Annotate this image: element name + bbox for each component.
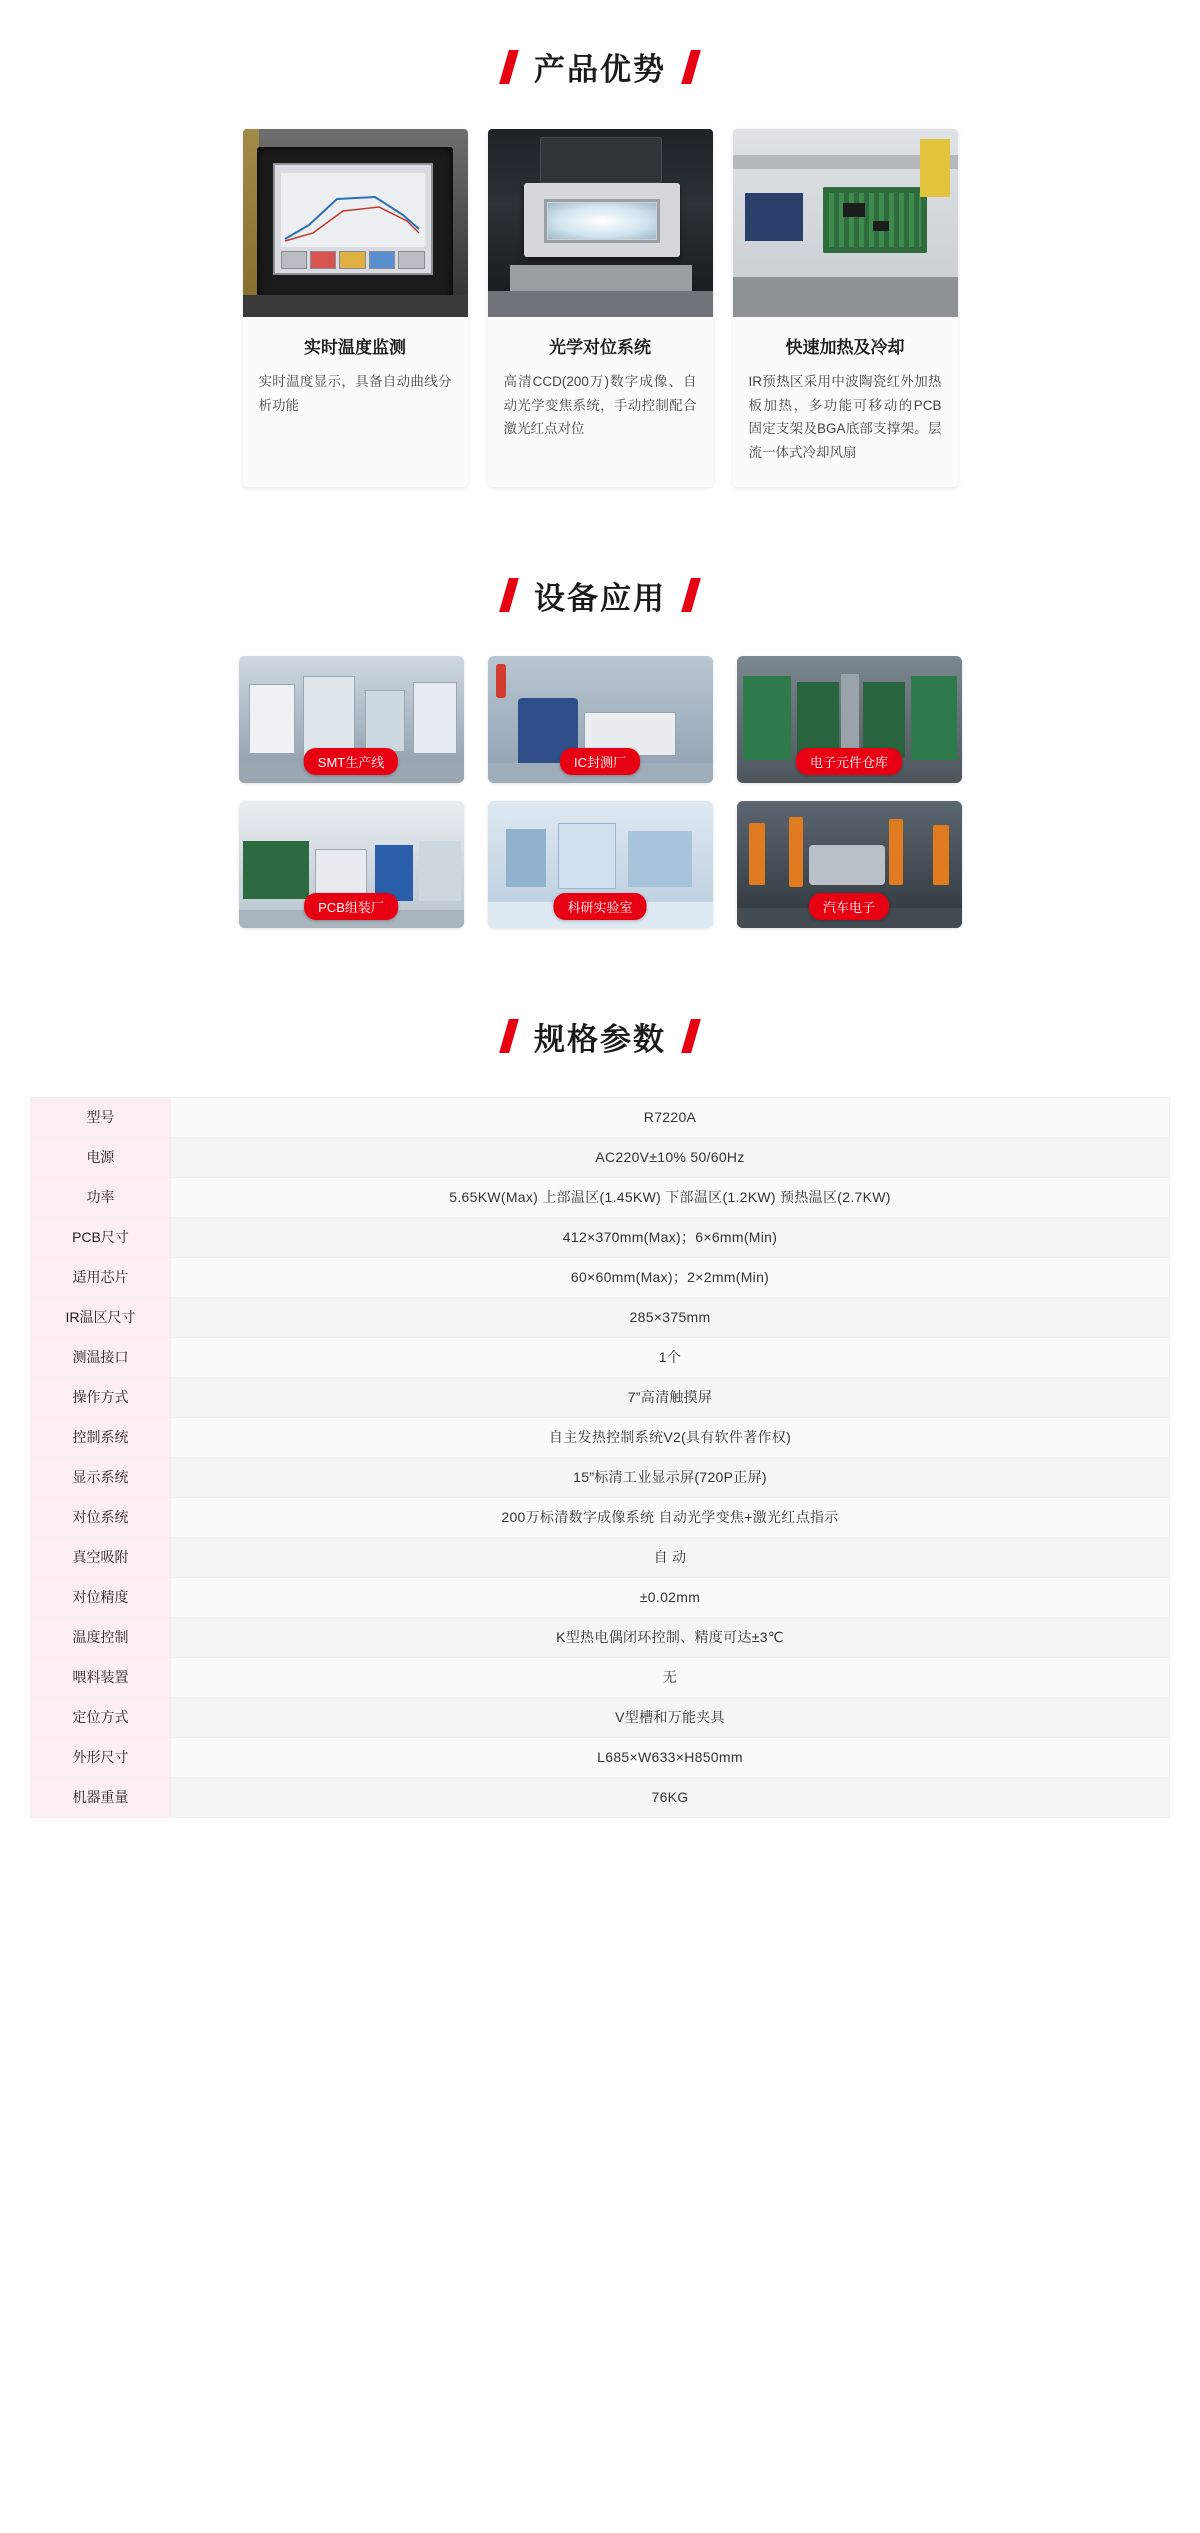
spec-value-cell: 5.65KW(Max) 上部温区(1.45KW) 下部温区(1.2KW) 预热温区(2.7KW) xyxy=(171,1177,1170,1217)
spec-value-cell: 自 动 xyxy=(171,1537,1170,1577)
spec-key-cell: 机器重量 xyxy=(31,1777,171,1817)
advantage-card-desc: 高清CCD(200万)数字成像、自动光学变焦系统，手动控制配合激光红点对位 xyxy=(503,374,697,437)
slash-accent-right-icon xyxy=(681,1019,701,1053)
spec-key-cell: 功率 xyxy=(31,1177,171,1217)
table-row xyxy=(31,1497,1170,1537)
table-row xyxy=(31,1577,1170,1617)
spec-key-cell: 适用芯片 xyxy=(31,1257,171,1297)
spec-value-cell: 15”标清工业显示屏(720P正屏) xyxy=(171,1457,1170,1497)
bottom-spacer xyxy=(0,1818,1200,1862)
table-row xyxy=(31,1377,1170,1417)
table-row xyxy=(31,1777,1170,1817)
table-row xyxy=(31,1297,1170,1337)
rapid-heating-cooling-photo xyxy=(733,129,958,317)
spec-value-cell: L685×W633×H850mm xyxy=(171,1737,1170,1777)
table-row xyxy=(31,1177,1170,1217)
specs-table-wrapper xyxy=(30,1097,1170,1818)
table-row xyxy=(31,1217,1170,1257)
spec-key-cell: 操作方式 xyxy=(31,1377,171,1417)
application-label: IC封测厂 xyxy=(560,748,640,775)
advantages-heading xyxy=(0,44,1200,89)
spec-key-cell: 定位方式 xyxy=(31,1697,171,1737)
spec-key-cell: 真空吸附 xyxy=(31,1537,171,1577)
spec-value-cell: K型热电偶闭环控制、精度可达±3℃ xyxy=(171,1617,1170,1657)
specs-table xyxy=(30,1097,1170,1818)
optical-alignment-system-photo xyxy=(488,129,713,317)
advantage-card-title: 实时温度监测 xyxy=(304,338,406,357)
applications-section xyxy=(0,573,1200,928)
advantages-title: 产品优势 xyxy=(534,52,666,87)
spec-value-cell: R7220A xyxy=(171,1097,1170,1137)
table-row xyxy=(31,1257,1170,1297)
slash-accent-right-icon xyxy=(681,578,701,612)
spec-key-cell: 对位精度 xyxy=(31,1577,171,1617)
spec-value-cell: ±0.02mm xyxy=(171,1577,1170,1617)
spec-value-cell: 无 xyxy=(171,1657,1170,1697)
application-card xyxy=(488,801,713,928)
table-row xyxy=(31,1657,1170,1697)
spec-key-cell: 显示系统 xyxy=(31,1457,171,1497)
application-label: 电子元件仓库 xyxy=(796,748,902,775)
application-card xyxy=(488,656,713,783)
spec-value-cell: 自主发热控制系统V2(具有软件著作权) xyxy=(171,1417,1170,1457)
temperature-curve-icon xyxy=(283,185,421,243)
spec-value-cell: 76KG xyxy=(171,1777,1170,1817)
table-row xyxy=(31,1097,1170,1137)
table-row xyxy=(31,1137,1170,1177)
spec-value-cell: 7”高清触摸屏 xyxy=(171,1377,1170,1417)
advantage-card-title: 光学对位系统 xyxy=(549,338,651,357)
spec-key-cell: 喂料装置 xyxy=(31,1657,171,1697)
application-label: 汽车电子 xyxy=(809,893,889,920)
specs-title: 规格参数 xyxy=(534,1021,666,1057)
advantage-card-title: 快速加热及冷却 xyxy=(785,338,905,357)
spec-value-cell: 412×370mm(Max)；6×6mm(Min) xyxy=(171,1217,1170,1257)
application-card xyxy=(239,801,464,928)
slash-accent-left-icon xyxy=(499,578,519,612)
spec-key-cell: 外形尺寸 xyxy=(31,1737,171,1777)
spec-key-cell: 对位系统 xyxy=(31,1497,171,1537)
applications-grid xyxy=(0,656,1200,928)
table-row xyxy=(31,1457,1170,1497)
application-label: PCB组装厂 xyxy=(304,893,398,920)
spec-value-cell: AC220V±10% 50/60Hz xyxy=(171,1137,1170,1177)
application-card xyxy=(737,801,962,928)
advantages-section xyxy=(0,44,1200,487)
application-label: 科研实验室 xyxy=(553,893,646,920)
spec-value-cell: V型槽和万能夹具 xyxy=(171,1697,1170,1737)
advantage-card xyxy=(243,129,468,487)
advantages-card-list xyxy=(0,129,1200,487)
table-row xyxy=(31,1737,1170,1777)
applications-title: 设备应用 xyxy=(534,580,666,616)
spec-key-cell: 型号 xyxy=(31,1097,171,1137)
table-row xyxy=(31,1617,1170,1657)
top-spacer xyxy=(0,0,1200,44)
slash-accent-left-icon xyxy=(499,1019,519,1053)
advantage-card xyxy=(733,129,958,487)
section-spacer xyxy=(0,928,1200,1014)
table-row xyxy=(31,1337,1170,1377)
spec-key-cell: 测温接口 xyxy=(31,1337,171,1377)
applications-heading xyxy=(0,573,1200,618)
spec-key-cell: 控制系统 xyxy=(31,1417,171,1457)
spec-key-cell: PCB尺寸 xyxy=(31,1217,171,1257)
advantage-card-desc: IR预热区采用中波陶瓷红外加热板加热，多功能可移动的PCB 固定支架及BGA底部支撑架。层流一体式冷却风扇 xyxy=(748,374,942,460)
table-row xyxy=(31,1697,1170,1737)
table-row xyxy=(31,1537,1170,1577)
real-time-temperature-monitor-photo xyxy=(243,129,468,317)
application-label: SMT生产线 xyxy=(304,748,398,775)
spec-value-cell: 1个 xyxy=(171,1337,1170,1377)
spec-key-cell: 温度控制 xyxy=(31,1617,171,1657)
advantage-card-body xyxy=(488,317,713,463)
section-spacer xyxy=(0,487,1200,573)
application-card xyxy=(737,656,962,783)
spec-key-cell: IR温区尺寸 xyxy=(31,1297,171,1337)
table-row xyxy=(31,1417,1170,1457)
specs-heading xyxy=(0,1014,1200,1059)
application-card xyxy=(239,656,464,783)
advantage-card-desc: 实时温度显示，具备自动曲线分析功能 xyxy=(258,374,452,413)
spec-value-cell: 60×60mm(Max)；2×2mm(Min) xyxy=(171,1257,1170,1297)
spec-value-cell: 200万标清数字成像系统 自动光学变焦+激光红点指示 xyxy=(171,1497,1170,1537)
slash-accent-right-icon xyxy=(681,50,701,84)
spec-value-cell: 285×375mm xyxy=(171,1297,1170,1337)
slash-accent-left-icon xyxy=(499,50,519,84)
advantage-card-body xyxy=(733,317,958,487)
advantage-card-body xyxy=(243,317,468,439)
spec-key-cell: 电源 xyxy=(31,1137,171,1177)
advantage-card xyxy=(488,129,713,487)
specs-section xyxy=(0,1014,1200,1818)
